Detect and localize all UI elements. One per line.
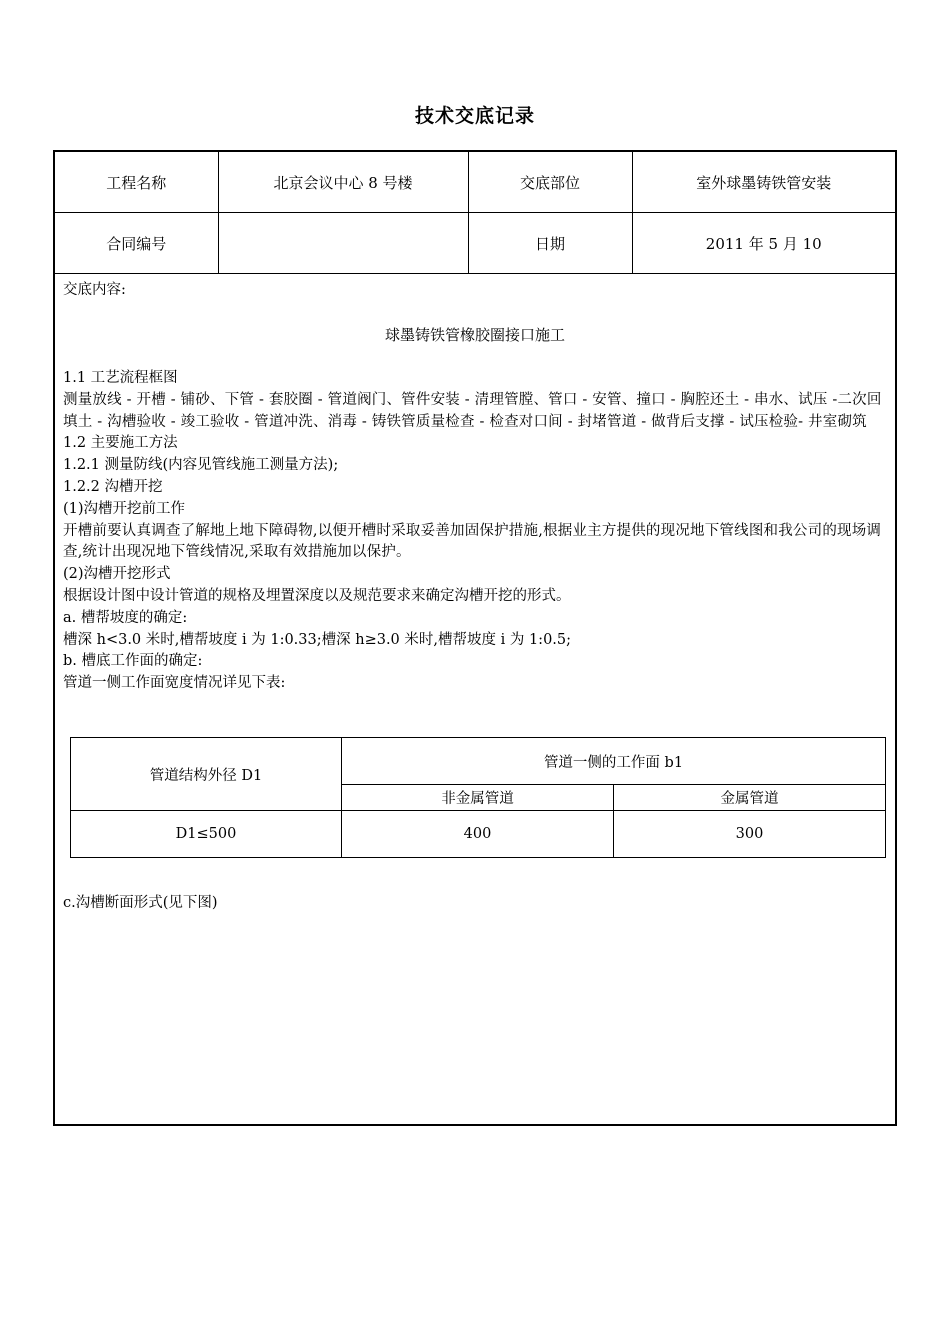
paragraph: 测量放线 - 开槽 - 铺砂、下管 - 套胶圈 - 管道阀门、管件安装 - 清理管膛、管口 - 安管、撞口 - 胸腔还土 - 串水、试压 -二次回填土 - 沟槽验收 - 竣工验收 - 管道冲洗、消毒 - 铸铁管质量检查 - 检查对口间 - 封堵管道 - 做背后支撑 - 试压检验- 井室砌筑 bbox=[63, 391, 882, 430]
table-row bbox=[71, 811, 886, 858]
record-form bbox=[53, 150, 897, 1126]
content-label: 交底内容: bbox=[63, 282, 126, 298]
work-face-table bbox=[70, 737, 886, 858]
content-body bbox=[63, 368, 889, 695]
nonmetal-header: 非金属管道 bbox=[342, 785, 614, 811]
paragraph: 根据设计图中设计管道的规格及埋置深度以及规范要求来确定沟槽开挖的形式。 bbox=[63, 587, 571, 604]
paragraph: 开槽前要认真调查了解地上地下障碍物,以便开槽时采取妥善加固保护措施,根据业主方提供的现况地下管线图和我公司的现场调查,统计出现况地下管线情况,采取有效措施加以保护。 bbox=[63, 522, 882, 561]
paragraph: (2)沟槽开挖形式 bbox=[63, 566, 171, 583]
paragraph: 管道一侧工作面宽度情况详见下表: bbox=[63, 675, 286, 692]
document-title: 技术交底记录 bbox=[414, 105, 535, 127]
section-subtitle: 球墨铸铁管橡胶圈接口施工 bbox=[384, 326, 565, 344]
metal-cell: 300 bbox=[614, 811, 886, 858]
header-table bbox=[55, 152, 895, 274]
work-width-header: 管道一侧的工作面 b1 bbox=[342, 738, 886, 785]
handover-part-label: 交底部位 bbox=[468, 152, 632, 213]
handover-part-value: 室外球墨铸铁管安装 bbox=[632, 152, 895, 213]
header-row-2 bbox=[55, 213, 895, 274]
paragraph: 槽深 h<3.0 米时,槽帮坡度 i 为 1:0.33;槽深 h≥3.0 米时,槽帮坡度 i 为 1:0.5; bbox=[63, 631, 572, 648]
table-row bbox=[71, 738, 886, 785]
diameter-header: 管道结构外径 D1 bbox=[71, 738, 342, 811]
contract-number-value bbox=[218, 213, 468, 274]
project-name-value: 北京会议中心 8 号楼 bbox=[218, 152, 468, 213]
metal-header: 金属管道 bbox=[614, 785, 886, 811]
content-label-block bbox=[63, 280, 889, 302]
paragraph: 1.1 工艺流程框图 bbox=[63, 370, 178, 386]
date-label: 日期 bbox=[468, 213, 632, 274]
date-value: 2011 年 5 月 10 bbox=[632, 213, 895, 274]
project-name-label: 工程名称 bbox=[55, 152, 218, 213]
paragraph: (1)沟槽开挖前工作 bbox=[63, 500, 186, 517]
trailing-paragraph: c.沟槽断面形式(见下图) bbox=[63, 895, 218, 911]
paragraph: 1.2.1 测量防线(内容见管线施工测量方法); bbox=[63, 457, 339, 474]
paragraph: 1.2 主要施工方法 bbox=[63, 435, 178, 452]
header-row-1 bbox=[55, 152, 895, 213]
paragraph: b. 槽底工作面的确定: bbox=[63, 653, 203, 670]
diameter-cell: D1≤500 bbox=[71, 811, 342, 858]
nonmetal-cell: 400 bbox=[342, 811, 614, 858]
paragraph: a. 槽帮坡度的确定: bbox=[63, 609, 188, 626]
contract-number-label: 合同编号 bbox=[55, 213, 218, 274]
paragraph: 1.2.2 沟槽开挖 bbox=[63, 478, 163, 495]
